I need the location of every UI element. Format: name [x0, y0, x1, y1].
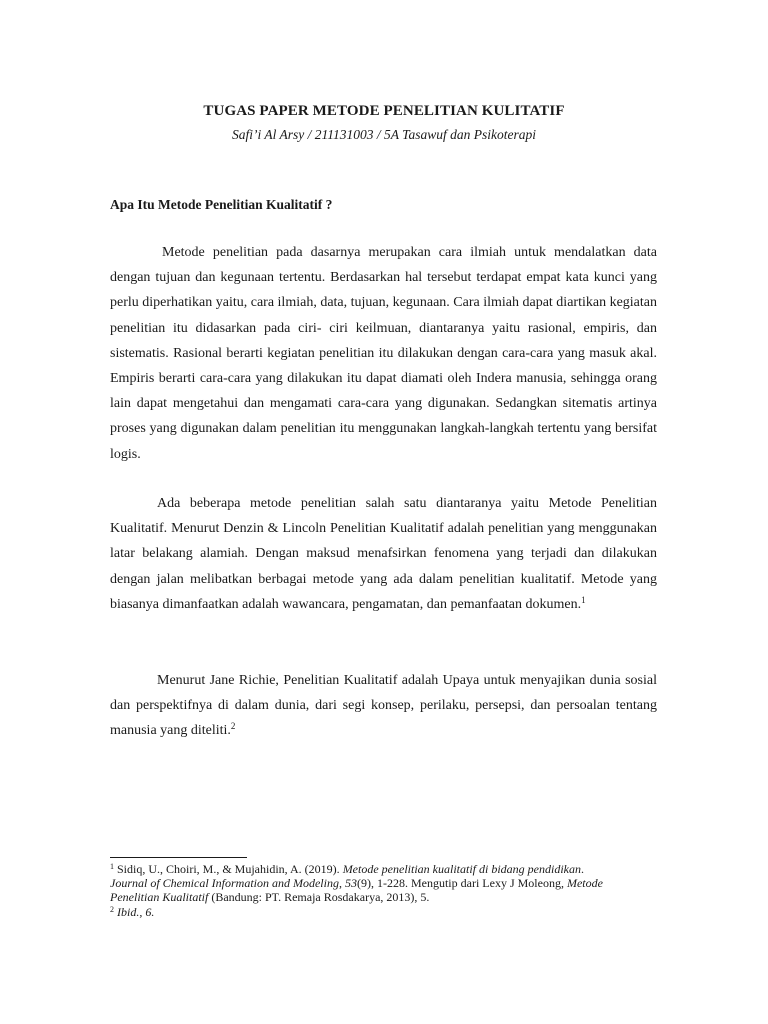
- paragraph-text: Menurut Jane Richie, Penelitian Kualitatif adalah Upaya untuk menyajikan dunia sosial dan perspektifnya di dalam dunia, dari segi konsep, perilaku, persepsi, dan persoalan tentang manusia yang diteliti.: [110, 673, 657, 739]
- footnote-marker: 1: [110, 862, 114, 871]
- footnote-text: Sidiq, U., Choiri, M., & Mujahidin, A. (2019).: [114, 862, 343, 876]
- paragraph-1: [110, 240, 657, 467]
- footnote-ref-2[interactable]: 2: [230, 721, 236, 732]
- paragraph-2: [110, 491, 657, 617]
- footnote-separator: [110, 857, 247, 858]
- footnote-2: [110, 905, 620, 919]
- paragraph-text: Ada beberapa metode penelitian salah satu diantaranya yaitu Metode Penelitian Kualitatif. Menurut Denzin & Lincoln Penelitian Kualitatif adalah penelitian yang menggunakan latar belakang alamiah. Dengan maksud menafsirkan fenomena yang terjadi dan dilakukan dengan jalan melibatkan berbagai metode yang ada dalam penelitian kualitatif. Metode yang biasanya dimanfaatkan adalah wawancara, pengamatan, dan pemanfaatan dokumen.: [110, 496, 657, 612]
- paragraph-3: [110, 668, 657, 744]
- footnote-text: ,: [338, 876, 345, 891]
- section-heading: Apa Itu Metode Penelitian Kualitatif ?: [110, 197, 333, 212]
- footnote-1: [110, 862, 620, 905]
- footnotes: [110, 862, 620, 919]
- paragraph-text: Metode penelitian pada dasarnya merupakan cara ilmiah untuk mendalatkan data dengan tujuan dan kegunaan tertentu. Berdasarkan hal tersebut terdapat empat kata kunci yang perlu diperhatikan yaitu, cara ilmiah, data, tujuan, kegunaan. Cara ilmiah dapat diartikan kegiatan penelitian itu didasarkan pada ciri- ciri keilmuan, diantaranya yaitu rasional, empiris, dan sistematis. Rasional berarti kegiatan penelitian itu dilakukan dengan cara-cara yang masuk akal. Empiris berarti cara-cara yang dilakukan itu dapat diamati oleh Indera manusia, sehingga orang lain dapat mengetahui dan mengamati cara-cara yang digunakan. Sedangkan sitematis artinya proses yang digunakan dalam penelitian itu menggunakan langkah-langkah tertentu yang bersifat logis.: [110, 245, 657, 462]
- footnote-italic: Metode Penelitian Kualitatif: [110, 876, 603, 905]
- footnote-text: .: [580, 862, 584, 876]
- author-line: Safi’i Al Arsy / 211131003 / 5A Tasawuf dan Psikoterapi: [232, 127, 536, 142]
- footnote-text: (Bandung: PT. Remaja Rosdakarya, 2013), 5.: [208, 890, 430, 905]
- footnote-marker: 2: [110, 904, 114, 914]
- document-title: TUGAS PAPER METODE PENELITIAN KULITATIF: [203, 103, 565, 119]
- footnote-italic: Ibid., 6.: [114, 904, 155, 919]
- footnote-ref-1[interactable]: 1: [581, 594, 586, 605]
- footnote-italic: Metode penelitian kualitatif di bidang pendidikan: [342, 862, 581, 876]
- footnote-italic: Journal of Chemical Information and Modeling: [110, 876, 339, 891]
- footnote-italic: 53: [344, 876, 357, 891]
- footnote-text: (9), 1-228. Mengutip dari Lexy J Moleong,: [356, 876, 567, 891]
